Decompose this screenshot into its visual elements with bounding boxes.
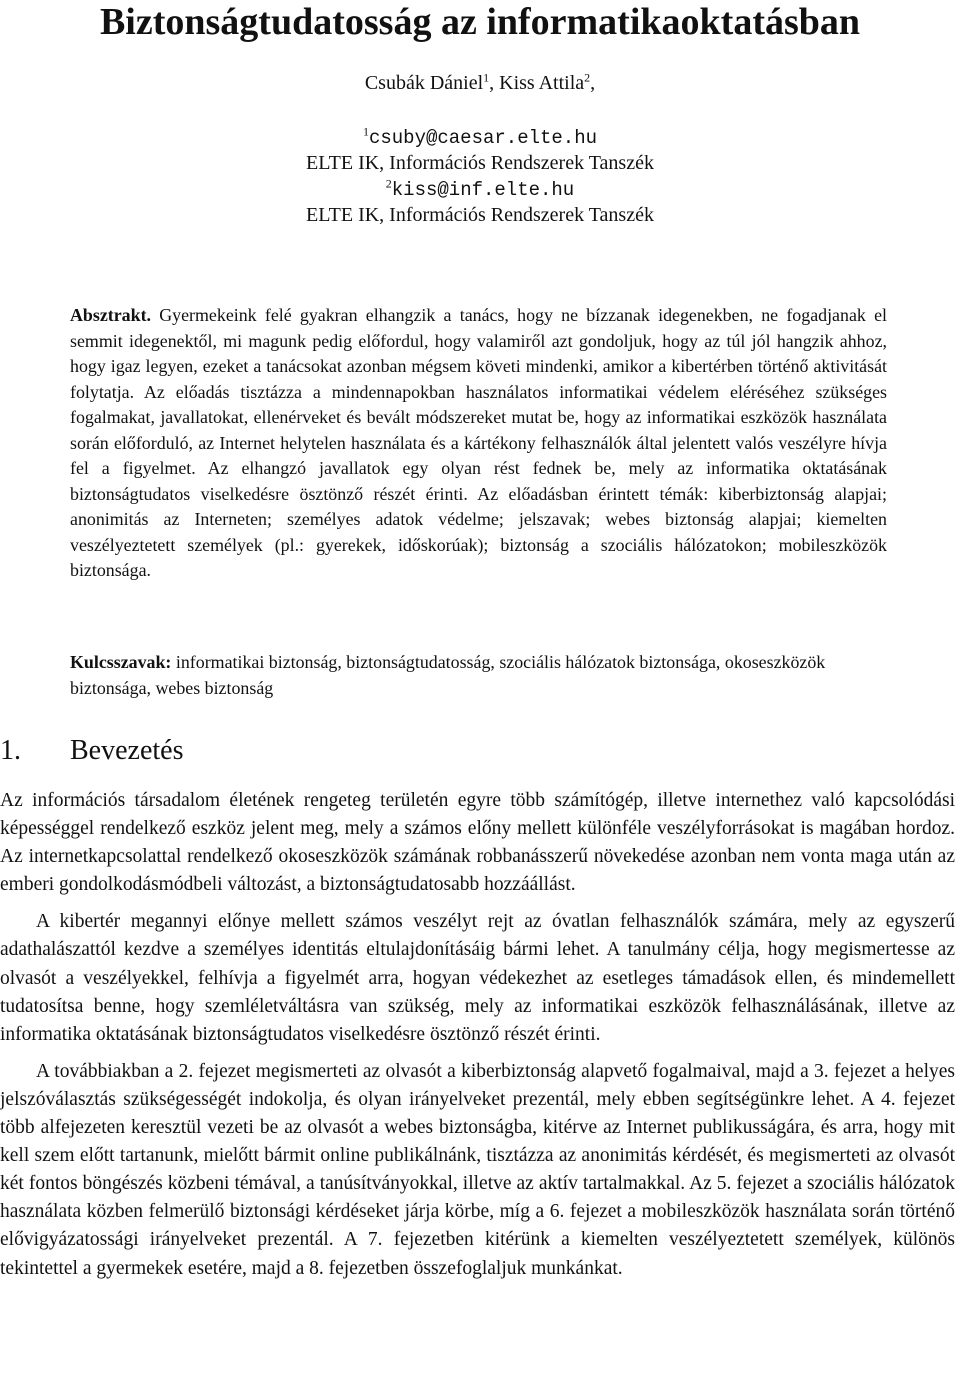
abstract-label: Absztrakt. bbox=[70, 305, 151, 325]
affiliation-email-line bbox=[0, 176, 960, 202]
author-affiliation-mark: 1 bbox=[483, 70, 490, 85]
author-name: Kiss Attila bbox=[499, 72, 585, 94]
author-separator: , bbox=[489, 72, 500, 94]
keywords-text: informatikai biztonság, biztonságtudatosság, szociális hálózatok biztonsága, okoseszközök biztonsága, webes biztonság bbox=[70, 652, 826, 698]
body-paragraph: A kibertér megannyi előnye mellett számos veszélyt rejt az óvatlan felhasználók számára, mely az egyszerű adathalászattól kezdve a személyes identitás eltulajdonításáig bármi lehet. A tanulmány célja, hogy megismertesse az olvasót a veszélyekkel, felhívja a figyelmét arra, hogyan védekezhet az esetleges támadások ellen, és mindemellett tudatosítsa benne, hogy szemléletváltásra van szükség, mely az informatikai eszközök felhasználásának, illetve az informatika oktatásának biztonságtudatos viselkedésre ösztönző részét érinti. bbox=[0, 911, 955, 1045]
affiliation-email-line bbox=[0, 124, 960, 150]
body-paragraph: A továbbiakban a 2. fejezet megismerteti az olvasót a kiberbiztonság alapvető fogalmaival, majd a 3. fejezet a helyes jelszóválasztás szükségességét indokolja, és olyan irányelveket prezentál, mely ebben segítségünkre lehet. A 4. fejezet több alfejezeten keresztül vezeti be az olvasót a webes biztonságba, kitérve az Internet publikusságára, és arra, hogy mit kell szem előtt tartanunk, mielőtt bármit online publikálnánk, tisztázza az anonimitás kérdését, és megismerteti az olvasót két fontos böngészés közbeni témával, a tanúsítványokkal, illetve az aktív tartalmakkal. Az 5. fejezet a szociális hálózatok használata közben felmerülő biztonsági kérdéseket járja körbe, míg a 6. fejezet a mobileszközök használata során történő elővigyázatossági irányelveket prezentál. A 7. fejezetben kitérünk a kiemelten veszélyeztetett személyek, különös tekintettel a gyermekek esetére, majd a 8. fejezetben összefoglaljuk munkánkat. bbox=[0, 1060, 955, 1279]
abstract-block bbox=[70, 303, 887, 584]
body-paragraph: Az információs társadalom életének rengeteg területén egyre több számítógép, illetve internethez való kapcsolódási képességgel rendelkező eszköz jelent meg, mely a számos előny mellett különféle veszélyforrásokat is magában hordoz. Az internetkapcsolattal rendelkező okoseszközök számának robbanásszerű növekedése azonban nem vonta maga után az emberi gondolkodásmódbeli változást, a biztonságtudatosabb hozzáállást. bbox=[0, 790, 955, 896]
author-name: Csubák Dániel bbox=[364, 72, 484, 94]
email-link[interactable]: csuby@caesar.elte.hu bbox=[368, 127, 598, 149]
abstract-text: Gyermekeink felé gyakran elhangzik a tanács, hogy ne bízzanak idegenekben, ne fogadjanak el semmit idegenektől, mi magunk pedig előfordul, hogy valamiről azt gondoljuk, hogy az túl jól hangzik ahhoz, hogy igaz legyen, ezeket a tanácsokat azonban mégsem követi mindenki, amikor a kibertérben történő aktivitását folytatja. Az előadás tisztázza a mindennapokban használatos informatikai védelem eléréséhez szükséges fogalmakat, javallatokat, ellenérveket és bevált módszereket mutat be, hogy az informatikai eszközök használata során előforduló, az Internet helytelen használata és a kártékony felhasználók által jelentett valós veszélyre hívja fel a figyelmet. Az elhangzó javallatok egy olyan rést fednek be, mely az informatika oktatásának biztonságtudatos viselkedésre ösztönző részét érinti. Az előadásban érintett témák: kiberbiztonság alapjai; anonimitás az Interneten; személyes adatok védelme; jelszavak; webes biztonság alapjai; kiemelten veszélyeztetett személyek (pl.: gyerekek, időskorúak); biztonság a szociális hálózatokon; mobileszközök biztonsága. bbox=[70, 305, 887, 580]
author-affiliation-mark: 2 bbox=[584, 70, 591, 85]
affiliation-mark: 1 bbox=[362, 124, 369, 139]
keywords-label: Kulcsszavak: bbox=[70, 652, 172, 672]
author-trailing-comma: , bbox=[590, 72, 596, 94]
paper-title: Biztonságtudatosság az informatikaoktatásban bbox=[99, 1, 861, 43]
affiliation-institution: ELTE IK, Információs Rendszerek Tanszék bbox=[306, 152, 654, 174]
section-number: 1. bbox=[0, 735, 21, 766]
affiliations-block bbox=[0, 124, 960, 228]
author-line bbox=[0, 70, 960, 96]
keywords-block bbox=[70, 650, 887, 701]
email-link[interactable]: kiss@inf.elte.hu bbox=[391, 179, 575, 201]
affiliation-mark: 2 bbox=[385, 176, 392, 191]
section-title: Bevezetés bbox=[70, 735, 184, 766]
section-heading bbox=[0, 733, 960, 769]
affiliation-institution: ELTE IK, Információs Rendszerek Tanszék bbox=[306, 204, 654, 226]
section-body bbox=[0, 787, 955, 1283]
